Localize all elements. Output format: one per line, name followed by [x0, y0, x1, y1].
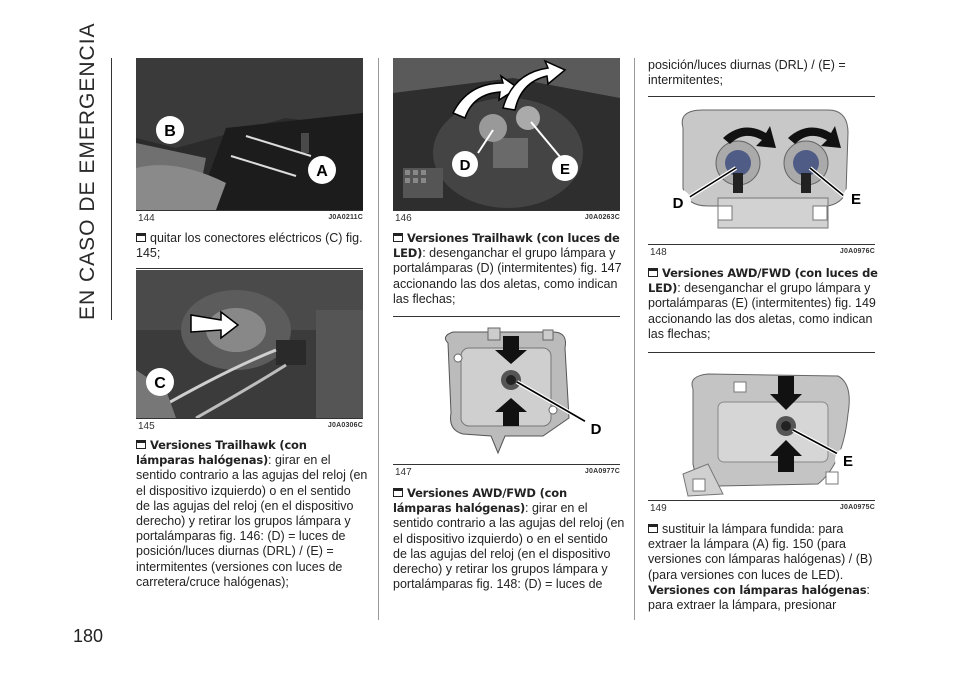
column-divider-1 — [378, 58, 379, 620]
figure-147-code: J0A0977C — [584, 468, 620, 475]
col3-paragraph-2: sustituir la lámpara fundida: para extraer la lámpara (A) fig. 150 (para versiones con lámparas halógenas) / (B) (para versiones con luces de LED). Versiones con lámparas halógenas: para extraer la lámpara, presionar — [648, 522, 873, 613]
fig145-label-c: C — [154, 375, 166, 392]
figure-149-top-rule — [648, 352, 875, 353]
bullet-icon — [648, 524, 658, 533]
fig146-label-d: D — [459, 157, 471, 174]
page-number: 180 — [73, 626, 104, 646]
figure-148-number: 148 — [650, 247, 667, 258]
figure-147-top-rule — [393, 316, 620, 317]
figure-148-caption — [648, 244, 875, 258]
figure-148-code: J0A0976C — [839, 248, 875, 255]
bullet-icon — [393, 488, 403, 497]
figure-146-caption — [393, 210, 620, 224]
figure-145-caption — [136, 418, 363, 432]
figure-146-photo — [393, 58, 620, 210]
figure-144-photo — [136, 58, 363, 210]
col2-paragraph-2: Versiones AWD/FWD (con lámparas halógenas): girar en el sentido contrario a las agujas del reloj (en el dispositivo izquierdo) o en el sentido de las agujas del reloj (en el dispositivo derecho) y retirar los grupos lámpara y portalámparas fig. 148: (D) = luces de — [393, 486, 625, 592]
figure-145-top-rule — [136, 268, 363, 269]
bullet-icon — [393, 233, 403, 242]
bullet-icon — [136, 440, 146, 449]
fig144-label-a: A — [316, 163, 328, 180]
figure-148-drawing — [648, 98, 875, 244]
figure-144-caption — [136, 210, 363, 224]
figure-145-number: 145 — [138, 421, 155, 432]
fig144-label-b: B — [164, 123, 176, 140]
figure-145-code: J0A0306C — [327, 422, 363, 429]
figure-149-drawing — [648, 354, 875, 500]
figure-145-photo — [136, 270, 363, 418]
fig149-label-e: E — [842, 453, 854, 470]
figure-144-code: J0A0211C — [328, 214, 363, 221]
figure-147-number: 147 — [395, 467, 412, 478]
figure-146-number: 146 — [395, 213, 412, 224]
figure-148-top-rule — [648, 96, 875, 97]
fig147-label-d: D — [590, 421, 602, 438]
fig148-label-e: E — [850, 191, 862, 208]
bullet-icon — [648, 268, 658, 277]
col3-paragraph-0: posición/luces diurnas (DRL) / (E) = intermitentes; — [648, 58, 846, 88]
fig148-label-d: D — [672, 195, 684, 212]
figure-149-code: J0A0975C — [839, 504, 875, 511]
figure-147-drawing — [393, 318, 620, 464]
halogen-subheading: Versiones con lámparas halógenas — [648, 582, 867, 597]
figure-144-number: 144 — [138, 213, 155, 224]
figure-147-caption — [393, 464, 620, 478]
chapter-title-rule — [111, 58, 112, 320]
col1-paragraph-1: quitar los conectores eléctricos (C) fig. 145; — [136, 231, 363, 261]
chapter-title: EN CASO DE EMERGENCIA — [76, 22, 99, 320]
fig146-label-e: E — [559, 161, 571, 178]
bullet-icon — [136, 233, 146, 242]
figure-149-number: 149 — [650, 503, 667, 514]
col3-paragraph-1: Versiones AWD/FWD (con luces de LED): desenganchar el grupo lámpara y portalámparas (E) (intermitentes) fig. 149 accionando las dos aletas, como indican las flechas; — [648, 266, 878, 341]
figure-146-code: J0A0263C — [584, 214, 620, 221]
figure-149-caption — [648, 500, 875, 514]
column-divider-2 — [634, 58, 635, 620]
col1-paragraph-2: Versiones Trailhawk (con lámparas halógenas): girar en el sentido contrario a las agujas del reloj (en el dispositivo izquierdo) o en el sentido de las agujas del reloj (en el dispositivo derecho) y retirar los grupos lámpara y portalámparas fig. 146: (D) = luces de posición/luces diurnas (DRL) / (E) = intermitentes (versiones con luces de carretera/cruce halógenas); — [136, 438, 368, 589]
col2-paragraph-1: Versiones Trailhawk (con luces de LED): desenganchar el grupo lámpara y portalámparas (D) (intermitentes) fig. 147 accionando las dos aletas, como indican las flechas; — [393, 231, 622, 306]
